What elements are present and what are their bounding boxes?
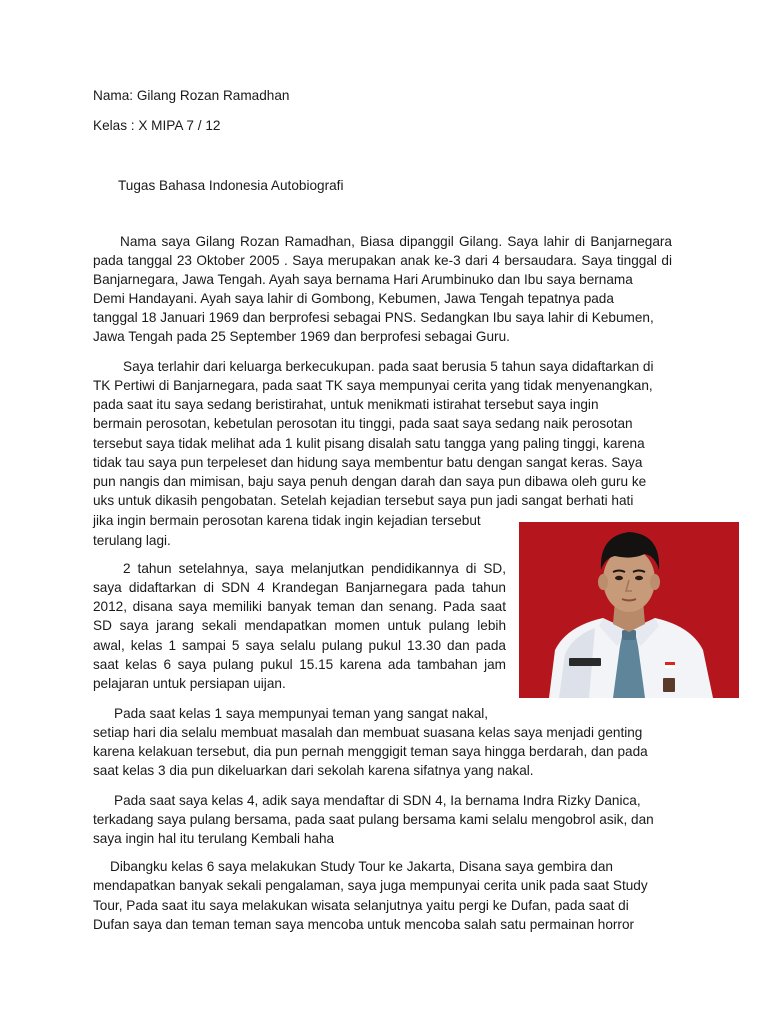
school-badge bbox=[663, 678, 675, 692]
right-ear bbox=[650, 574, 660, 590]
document-title: Tugas Bahasa Indonesia Autobiografi bbox=[118, 178, 344, 193]
flag-badge-white bbox=[665, 665, 675, 668]
paragraph-line: Dufan saya dan teman teman saya mencoba untuk mencoba salah satu permainan horror bbox=[93, 917, 635, 932]
paragraph-line: tidak tau saya pun terpeleset dan hidung saya membentur batu dengan sangat keras. Saya bbox=[93, 455, 643, 470]
name-tag bbox=[569, 658, 601, 666]
paragraph-line: saya ingin hal itu terulang Kembali haha bbox=[93, 831, 335, 846]
left-ear bbox=[598, 574, 608, 590]
paragraph-line: jika ingin bermain perosotan karena tidak ingin kejadian tersebut bbox=[93, 513, 481, 528]
paragraph-line: Tour, Pada saat itu saya melakukan wisata selanjutnya yaitu pergi ke Dufan, pada saat di bbox=[93, 898, 629, 913]
paragraph-line: saya didaftarkan di SDN 4 Krandegan Banjarnegara pada tahun bbox=[93, 580, 506, 595]
student-class-line: Kelas : X MIPA 7 / 12 bbox=[93, 118, 221, 133]
paragraph-line: SD saya jarang sekali mendapatkan momen untuk pulang lebih bbox=[93, 618, 506, 633]
paragraph-line: pada tanggal 23 Oktober 2005 . Saya merupakan anak ke-3 dari 4 bersaudara. Saya tinggal di bbox=[93, 253, 672, 268]
paragraph-line: TK Pertiwi di Banjarnegara, pada saat TK saya mempunyai cerita yang tidak menyenangkan, bbox=[93, 378, 653, 393]
paragraph-line: Pada saat saya kelas 4, adik saya mendaftar di SDN 4, Ia bernama Indra Rizky Danica, bbox=[114, 793, 641, 808]
paragraph-line: Jawa Tengah pada 25 September 1969 dan berprofesi sebagai Guru. bbox=[93, 329, 510, 344]
paragraph-line: pun nangis dan mimisan, baju saya penuh dengan darah dan saya pun dibawa oleh guru ke bbox=[93, 474, 647, 489]
paragraph-line: 2012, disana saya memiliki banyak teman dan senang. Pada saat bbox=[93, 599, 506, 614]
paragraph-line: Demi Handayani. Ayah saya lahir di Gombong, Kebumen, Jawa Tengah tepatnya pada bbox=[93, 291, 614, 306]
paragraph-line: saat kelas 6 saya pulang pukul 15.15 karena ada tambahan jam bbox=[93, 657, 506, 672]
flag-badge-red bbox=[665, 662, 675, 665]
student-portrait-photo bbox=[519, 522, 739, 698]
portrait-illustration bbox=[519, 522, 739, 698]
paragraph-line: Pada saat kelas 1 saya mempunyai teman yang sangat nakal, bbox=[114, 706, 489, 721]
paragraph-line: pelajaran untuk persiapan uijan. bbox=[93, 676, 286, 691]
paragraph-line: tanggal 18 Januari 1969 dan berprofesi sebagai PNS. Sedangkan Ibu saya lahir di Kebumen, bbox=[93, 310, 654, 325]
paragraph-line: 2 tahun setelahnya, saya melanjutkan pendidikannya di SD, bbox=[123, 561, 506, 576]
paragraph-line: awal, kelas 1 sampai 5 saya selalu pulang pukul 13.30 dan pada bbox=[93, 638, 506, 653]
paragraph-line: saat kelas 3 dia pun dikeluarkan dari sekolah karena sifatnya yang nakal. bbox=[93, 763, 534, 778]
paragraph-line: Dibangku kelas 6 saya melakukan Study Tour ke Jakarta, Disana saya gembira dan bbox=[110, 859, 613, 874]
student-name-line: Nama: Gilang Rozan Ramadhan bbox=[93, 88, 290, 103]
paragraph-line: Banjarnegara, Jawa Tengah. Ayah saya bernama Hari Arumbinuko dan Ibu saya bernama bbox=[93, 272, 633, 287]
paragraph-line: mendapatkan banyak sekali pengalaman, saya juga mempunyai cerita unik pada saat Study bbox=[93, 878, 648, 893]
paragraph-line: Saya terlahir dari keluarga berkecukupan. pada saat berusia 5 tahun saya didaftarkan di bbox=[123, 359, 654, 374]
paragraph-line: karena kelakuan tersebut, dia pun pernah menggigit teman saya hingga berdarah, dan pada bbox=[93, 744, 648, 759]
right-eye bbox=[635, 576, 643, 580]
paragraph-line: terulang lagi. bbox=[93, 533, 171, 548]
paragraph-line: bermain perosotan, kebetulan perosotan itu tinggi, pada saat saya sedang naik perosotan bbox=[93, 416, 633, 431]
paragraph-line: Nama saya Gilang Rozan Ramadhan, Biasa dipanggil Gilang. Saya lahir di Banjarnegara bbox=[120, 234, 672, 249]
paragraph-line: tersebut saya tidak melihat ada 1 kulit pisang disalah satu tangga yang paling tinggi, karena bbox=[93, 436, 645, 451]
left-eye bbox=[615, 576, 623, 580]
paragraph-line: uks untuk dikasih pengobatan. Setelah kejadian tersebut saya pun jadi sangat berhati hati bbox=[93, 493, 634, 508]
paragraph-line: terkadang saya pulang bersama, pada saat pulang bersama kami selalu mengobrol asik, dan bbox=[93, 812, 654, 827]
paragraph-line: pada saat itu saya sedang beristirahat, untuk menikmati istirahat tersebut saya ingin bbox=[93, 397, 599, 412]
paragraph-line: setiap hari dia selalu membuat masalah dan membuat suasana kelas saya menjadi genting bbox=[93, 725, 643, 740]
